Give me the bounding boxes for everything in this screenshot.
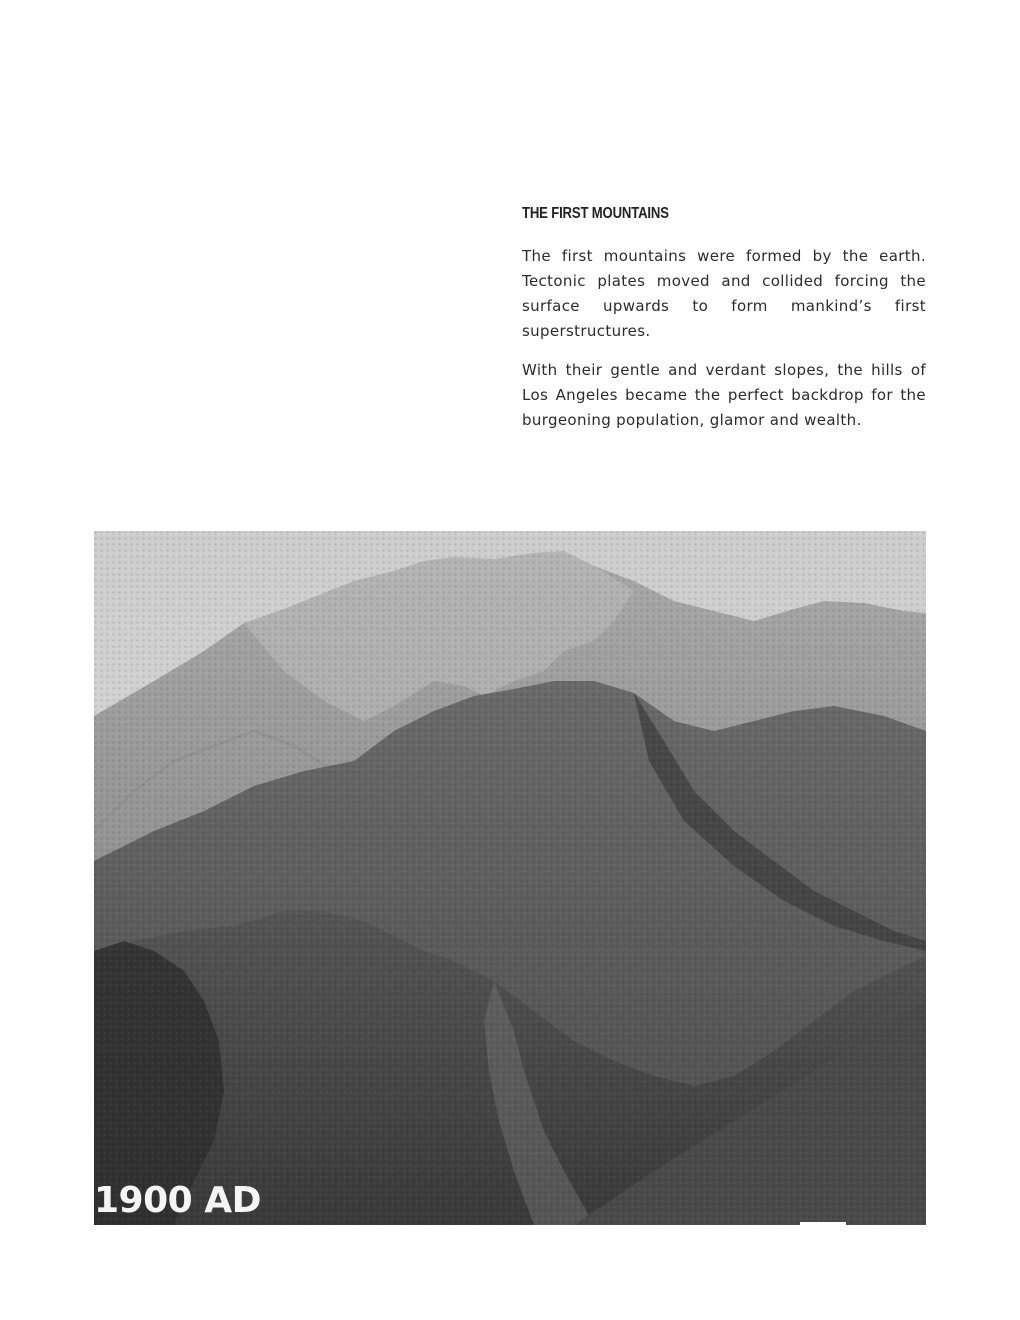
paragraph-1: The first mountains were formed by the earth. Tectonic plates moved and collided forcing the surface upwards to form mankind’s first superstructures.: [522, 247, 926, 340]
paragraph-2: With their gentle and verdant slopes, the hills of Los Angeles became the perfect backdrop for the burgeoning population, glamor and wealth.: [522, 361, 926, 429]
photo-caption: 1900 AD: [94, 1180, 261, 1221]
photo-corner-mark: [800, 1222, 846, 1226]
section-heading: THE FIRST MOUNTAINS: [522, 205, 669, 222]
text-block: [522, 203, 926, 447]
mountain-photo: [94, 531, 926, 1225]
